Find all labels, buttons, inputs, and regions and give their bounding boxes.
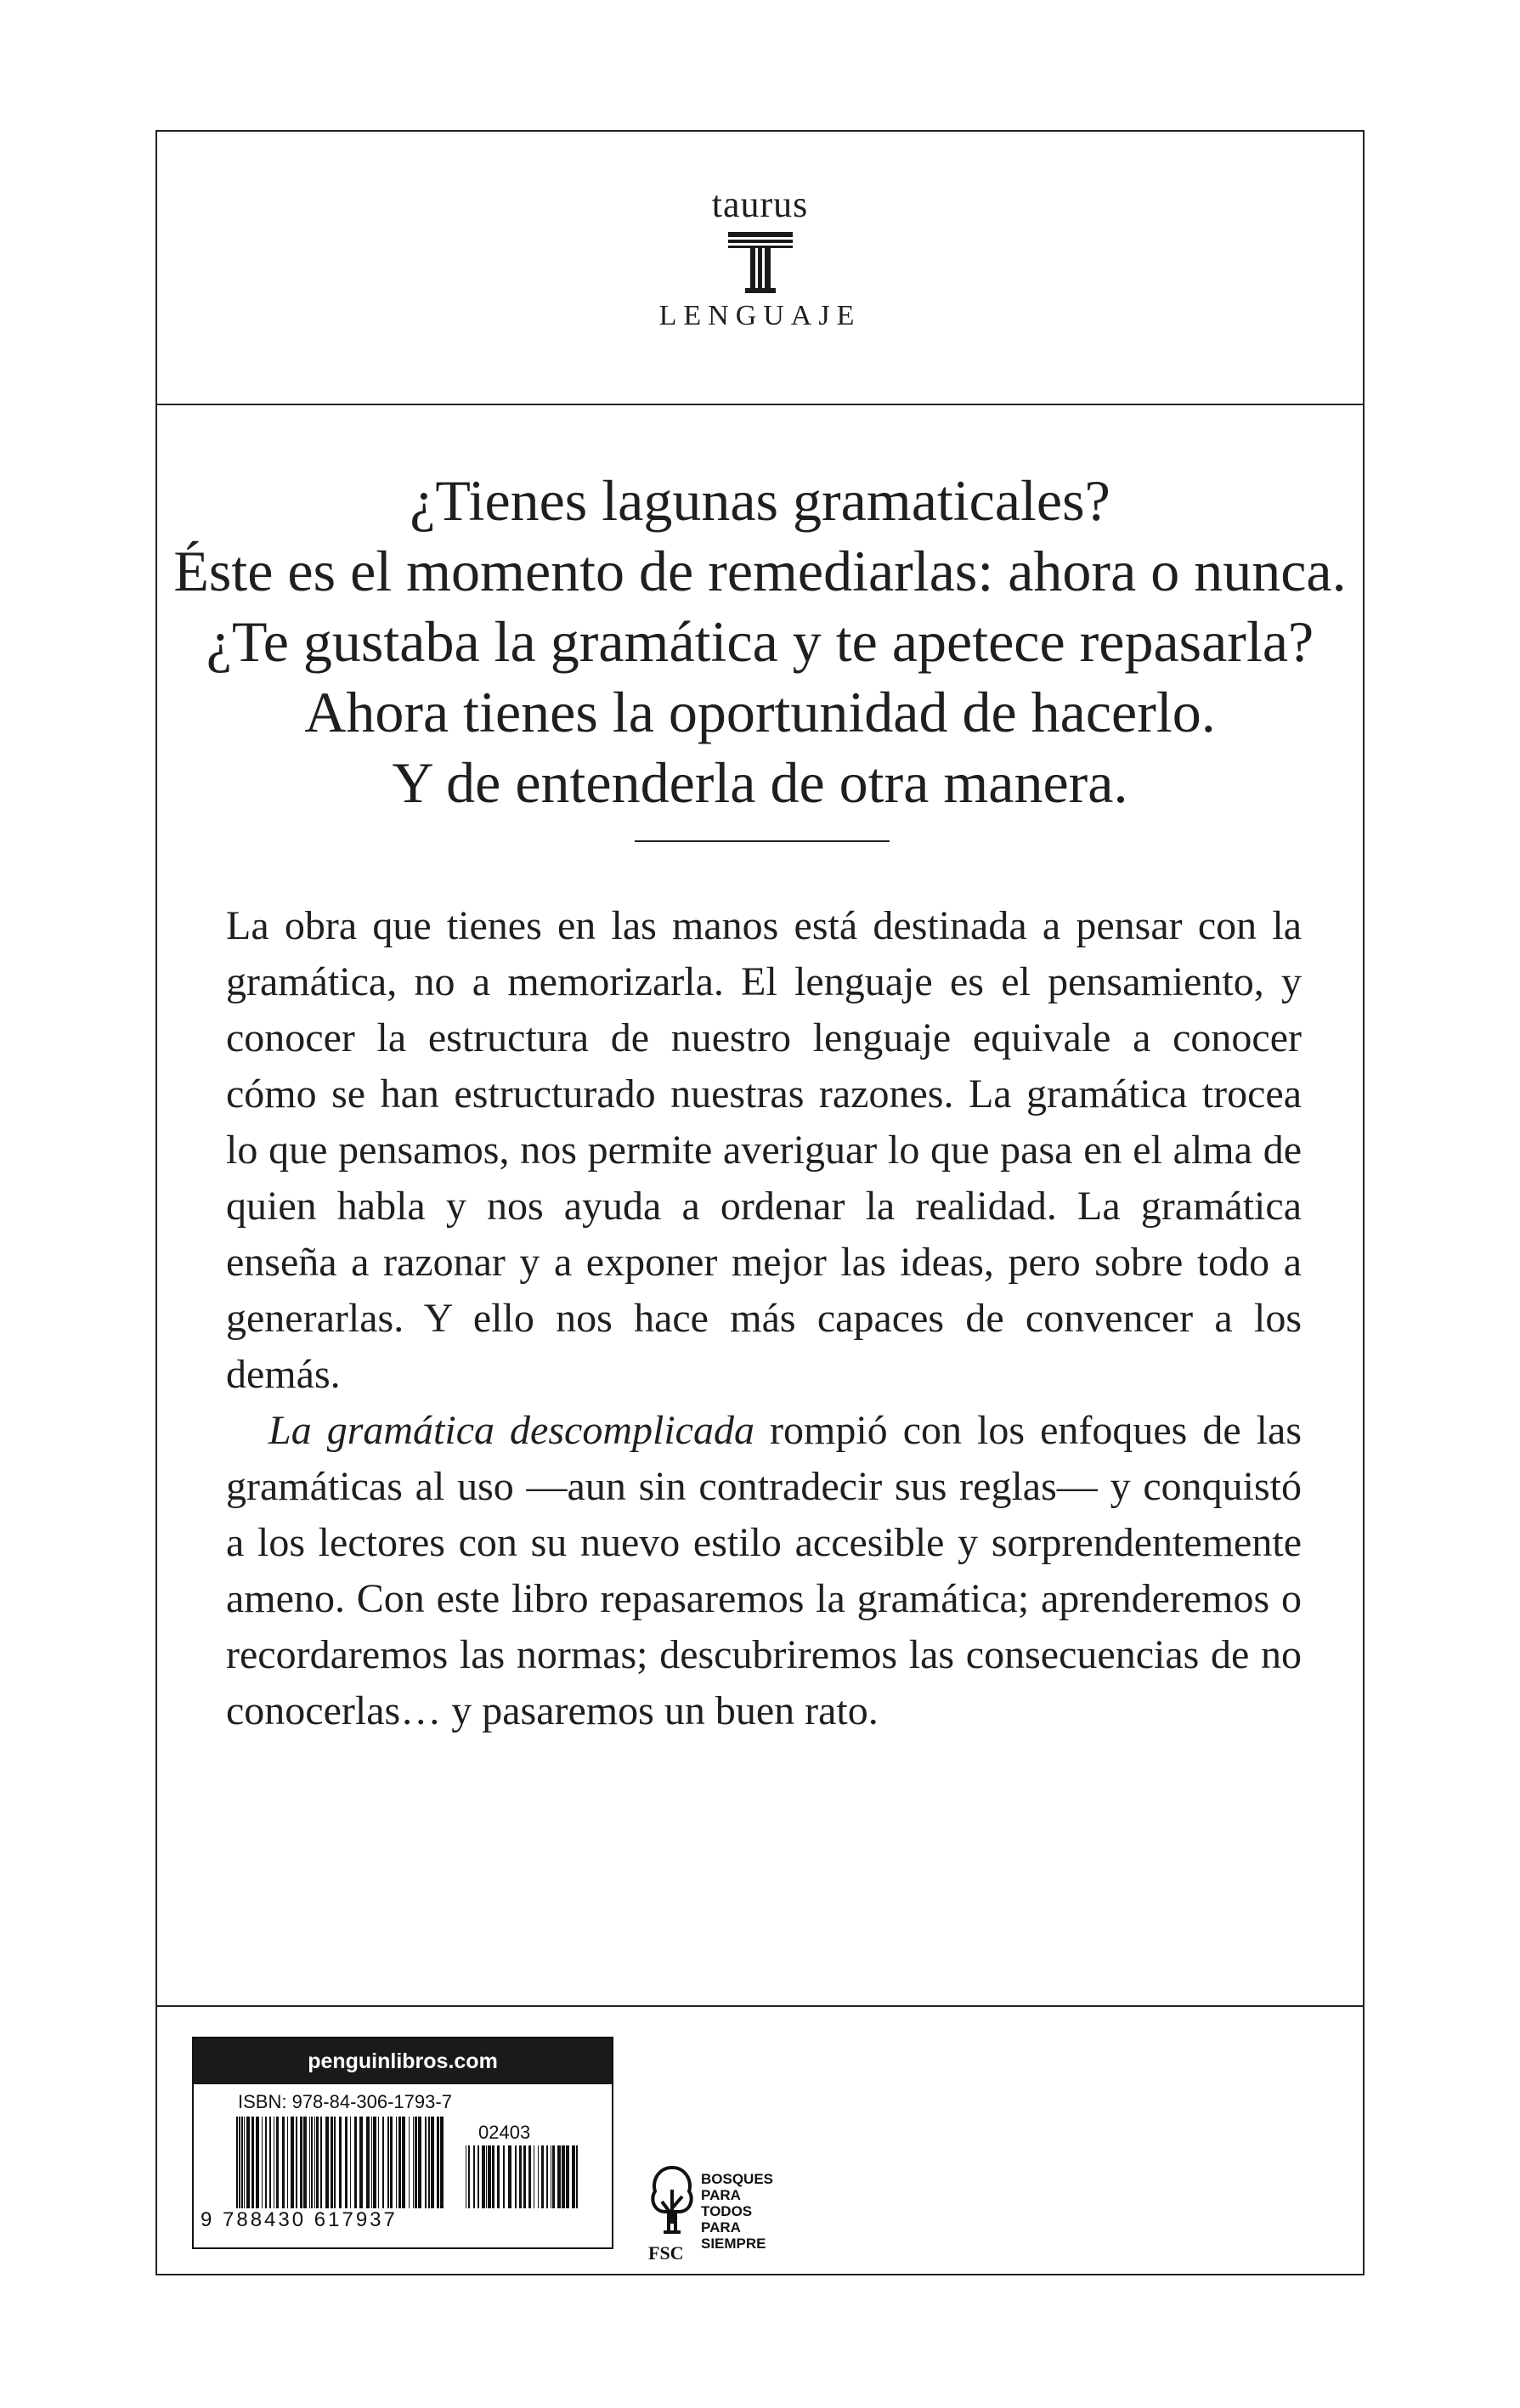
fsc-tree-icon (647, 2164, 698, 2239)
barcode-digits: 9 788430 617937 (201, 2208, 398, 2231)
synopsis (226, 898, 1302, 1739)
publisher-logo (157, 183, 1363, 332)
fsc-line: PARA SIEMPRE (701, 2219, 766, 2252)
synopsis-paragraph: La obra que tienes en las manos está destinada a pensar con la gramática, no a memorizarla. El lenguaje es el pensamiento, y conocer la estructura de nuestro lenguaje equivale a conocer cómo se han estructurado nuestras razones. La gramática trocea lo que pensamos, nos permite averiguar lo que pasa en el alma de quien habla y nos ayuda a ordenar la realidad. La gramática enseña a razonar y a exponer mejor las ideas, pero sobre todo a generarlas. Y ello nos hace más capaces de convencer a los demás. (226, 903, 1302, 1397)
top-rule (157, 404, 1363, 405)
taurus-t-icon (728, 232, 793, 293)
addon-number: 02403 (478, 2122, 531, 2143)
website-label: penguinlibros.com (194, 2038, 612, 2084)
headline-line: Éste es el momento de remediarlas: ahora o nunca. (173, 539, 1347, 603)
divider (635, 840, 890, 842)
fsc-line: PARA TODOS (701, 2187, 753, 2219)
synopsis-paragraph (226, 1403, 1302, 1739)
barcode-icon (236, 2117, 447, 2208)
cover-frame (155, 130, 1365, 2275)
headline-line: ¿Te gustaba la gramática y te apetece repasarla? (206, 609, 1314, 674)
headline (157, 466, 1363, 818)
addon-barcode-icon (466, 2145, 585, 2208)
fsc-line: BOSQUES (701, 2171, 774, 2187)
isbn-text: ISBN: 978-84-306-1793-7 (238, 2091, 452, 2112)
headline-line: Ahora tienes la oportunidad de hacerlo. (304, 680, 1216, 744)
headline-line: Y de entenderla de otra manera. (392, 750, 1128, 815)
bottom-rule (157, 2005, 1363, 2007)
collection-name: LENGUAJE (658, 300, 862, 331)
fsc-label: FSC (648, 2242, 684, 2264)
synopsis-text: rompió con los enfoques de las gramáticas al uso —aun sin contradecir sus reglas— y conquistó a los lectores con su nuevo estilo accesible y sorprendentemente ameno. Con este libro repasaremos la gramática; aprenderemos o recordaremos las normas; descubriremos las consecuencias de no conocerlas… y pasaremos un buen rato. (226, 1408, 1302, 1733)
barcode-panel (192, 2037, 613, 2249)
headline-line: ¿Tienes lagunas gramaticales? (410, 468, 1110, 533)
fsc-logo (647, 2164, 774, 2264)
book-title: La gramática descomplicada (268, 1408, 754, 1453)
publisher-name: taurus (711, 184, 809, 225)
fsc-tagline (701, 2171, 773, 2252)
